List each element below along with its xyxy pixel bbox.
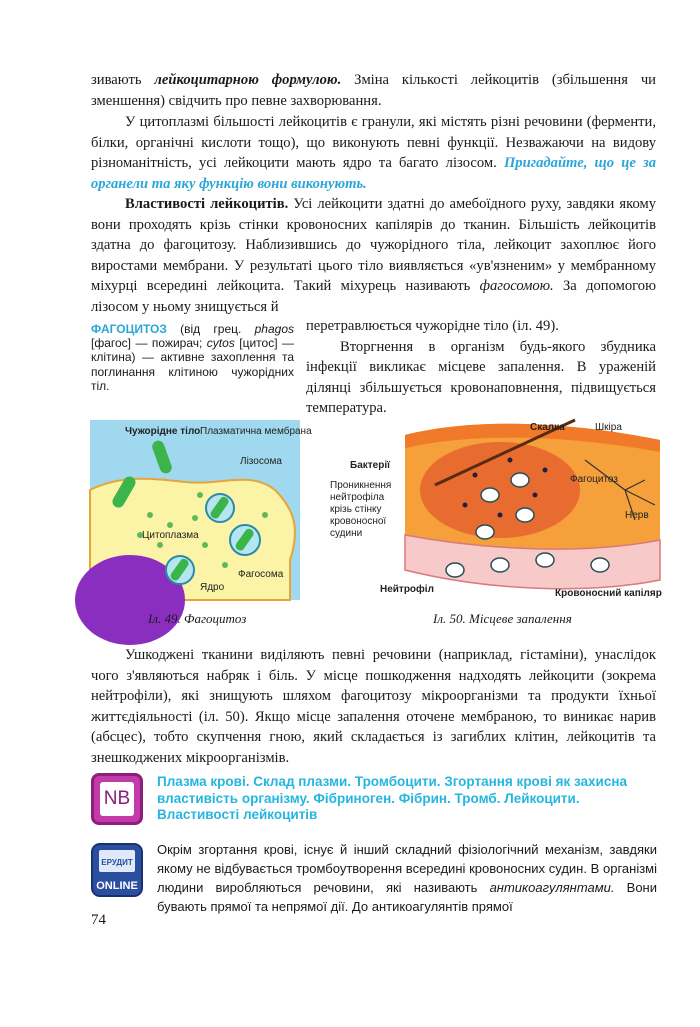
text-run: [цитос] — клітина) — активне захоплення та поглинання клітиною чужорідних тіл. xyxy=(91,336,294,393)
term-anticoagulants: антикоагулянтами. xyxy=(489,880,615,895)
text-line: перетравлюється чужорідне тіло (іл. 49). xyxy=(306,318,559,334)
svg-text:Проникнення: Проникнення xyxy=(330,480,392,491)
label-foreign-body: Чужорідне тіло xyxy=(125,426,201,437)
svg-text:судини: судини xyxy=(330,528,363,539)
text-run: (від грец. xyxy=(166,322,255,336)
text-run: У цитоплазмі більшості лейкоцитів є гранули, які містять різні речовини (ферменти, білки, органічні кислоти тощо), що виконують певні функції. Незважаючи на видову різноманітність, усі лейкоцити мають ядро та багато лізосом. xyxy=(91,114,656,171)
text-run: Окрім згортання крові, існує й інший складний фізіологічний механізм, завдяки якому не відбувається тромбоутворення всередині кровоносних судин. В організмі людини виробляються речовини, які називають xyxy=(157,842,657,895)
label-phagocytosis: Фагоцитоз xyxy=(570,474,618,485)
online-icon-bottom: ONLINE xyxy=(96,880,138,892)
term-phagosome: фагосомою. xyxy=(479,278,554,294)
page-number: 74 xyxy=(91,912,106,928)
nb-icon xyxy=(91,773,143,825)
label-bacteria: Бактерії xyxy=(350,460,390,471)
svg-text:кровоносної: кровоносної xyxy=(330,516,387,527)
svg-text:нейтрофіла: нейтрофіла xyxy=(330,492,385,503)
text-run: Зміна кількості лейкоцитів (збільшення чи зменшення) свідчить про певне захворювання. xyxy=(91,72,656,109)
label-splinter: Скалка xyxy=(530,422,565,433)
text-run: [фагос] — пожирач; xyxy=(91,336,207,351)
greek-word: phagos xyxy=(254,322,294,336)
paragraph-granules xyxy=(91,112,656,194)
right-column-text xyxy=(306,316,656,419)
greek-word: cytos xyxy=(206,336,235,351)
label-neutrophil: Нейтрофіл xyxy=(380,584,434,595)
text-run: За допомогою лізосом у ньому знищується й xyxy=(91,278,656,315)
paragraph-inflammation: Вторгнення в організм будь-якого збудника інфекції викликає місцеве запалення. В ураженій ділянці збільшується кровонаповнення, підвищується температура. xyxy=(306,338,656,416)
label-lysosome: Лізосома xyxy=(240,456,282,467)
figure-inflammation xyxy=(325,420,660,600)
label-membrane: Плазматична мембрана xyxy=(200,426,312,437)
svg-text:крізь стінку: крізь стінку xyxy=(330,504,382,515)
erudite-online-icon xyxy=(91,843,143,897)
label-phagosome: Фагосома xyxy=(238,569,284,580)
figure-caption-49: Іл. 49. Фагоцитоз xyxy=(148,611,247,626)
glossary-term: ФАГОЦИТОЗ xyxy=(91,322,167,336)
label-nucleus: Ядро xyxy=(200,582,225,593)
label-cytoplasm: Цитоплазма xyxy=(142,530,199,541)
paragraph-leukocyte-formula xyxy=(91,70,656,111)
nb-icon-label: NB xyxy=(100,782,134,816)
section-heading: Властивості лейкоцитів. xyxy=(125,196,289,212)
label-skin: Шкіра xyxy=(595,422,622,433)
glossary-sidebar xyxy=(91,322,294,393)
nb-keywords: Плазма крові. Склад плазми. Тромбоцити. Згортання крові як захисна властивість організму. Фібриноген. Фібрин. Тромб. Лейкоцити. Властивості лейкоцитів xyxy=(157,774,628,822)
question-prompt: Пригадайте, що це за органели та яку функцію вони виконують. xyxy=(91,155,656,192)
label-capillary: Кровоносний капіляр xyxy=(555,588,662,599)
text-run: Усі лейкоцити здатні до амебоїдного руху, завдяки якому вони проходять крізь стінки кровоносних капілярів до тканин. Більшість лейкоцитів здатна до фагоцитозу. Наблизившись до чужорідного тіла, лейкоцит захоплює його виростами мембрани. У результаті цього тіло виявляється «ув'язненим» у мембранному міхурці всередині лейкоцита. Такий міхурець називають xyxy=(91,196,656,294)
text-run: зивають xyxy=(91,72,155,88)
figure-caption-50: Іл. 50. Місцеве запалення xyxy=(433,611,572,626)
term-leukocyte-formula: лейкоцитарною формулою. xyxy=(154,72,342,88)
label-nerve: Нерв xyxy=(625,510,649,521)
text-run: Вони бувають прямої та непрямої дії. До антикоагулянтів прямої xyxy=(157,880,657,914)
paragraph-damaged-tissue: Ушкоджені тканини виділяють певні речовини (наприклад, гістаміни), унаслідок чого з'являються набряк і біль. У місце пошкодження надходять лейкоцити (зокрема нейтрофіли), які знищують шляхом фагоцитозу мікроорганізми та продукти їхньої життєдіяльності (іл. 50). Якщо місце запалення оточене мембраною, то виникає нарив (абсцес), тобто скупчення гною, який складається із загиблих клітин, лейкоцитів та знешкоджених мікроорганізмів. xyxy=(91,647,656,766)
paragraph-leukocyte-properties xyxy=(91,194,656,317)
figure-phagocytosis xyxy=(90,420,312,600)
online-paragraph xyxy=(157,840,657,916)
online-icon-top: ЕРУДИТ xyxy=(101,858,133,867)
